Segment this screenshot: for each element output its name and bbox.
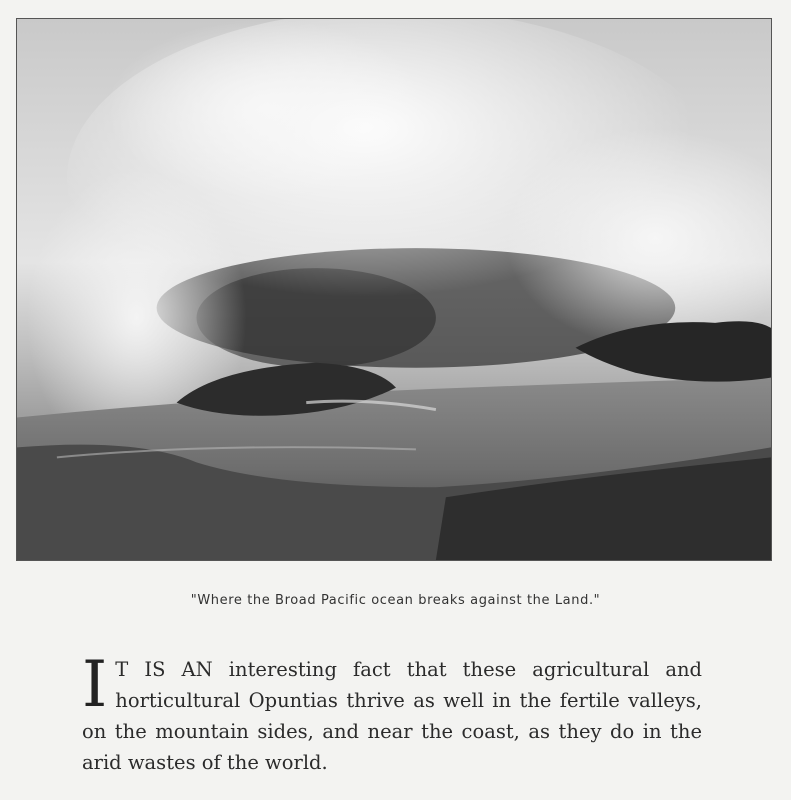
- ocean-waves-photo: [16, 18, 772, 561]
- paragraph-text: T IS AN interesting fact that these agricultural and horticultural Opuntias thrive as well in the fertile valleys, on the mountain sides, and near the coast, as they do in the arid wastes of the world.: [82, 658, 702, 774]
- ocean-waves-image: [17, 19, 771, 560]
- photo-caption: "Where the Broad Pacific ocean breaks against the Land.": [190, 593, 601, 608]
- body-paragraph: [82, 648, 702, 778]
- drop-cap: I: [82, 648, 108, 722]
